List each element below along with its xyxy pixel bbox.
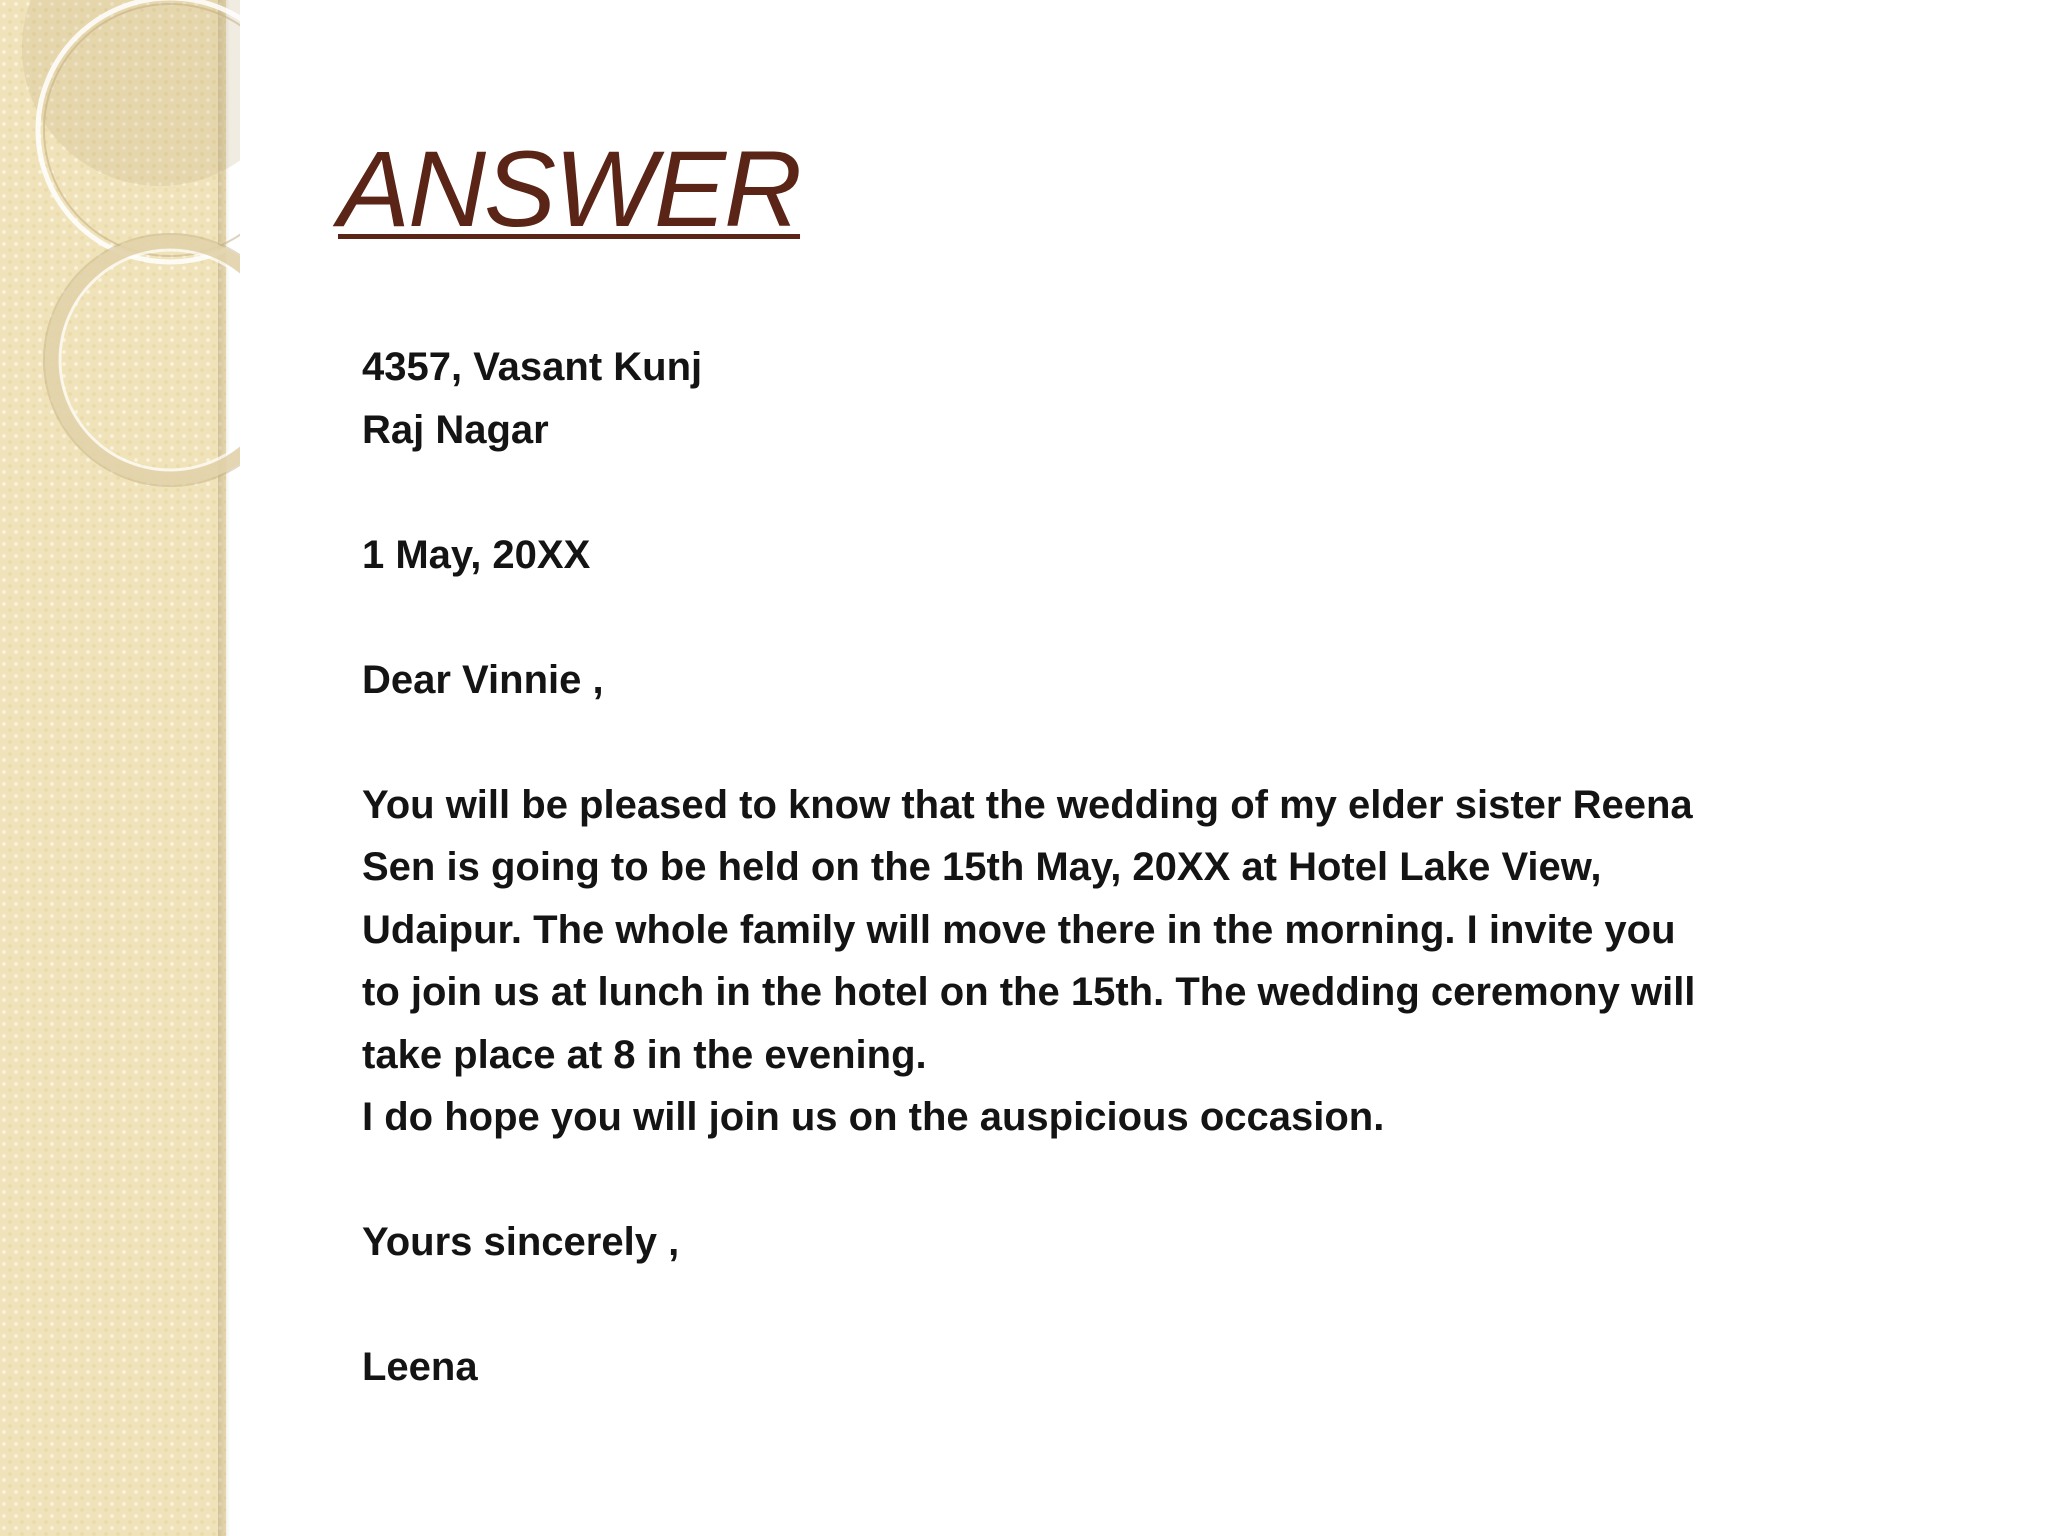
body-line: take place at 8 in the evening. [362, 1032, 927, 1077]
salutation: Dear Vinnie , [362, 657, 604, 702]
body-line: You will be pleased to know that the wedding of my elder sister Reena [362, 782, 1693, 827]
spacer [362, 1149, 1862, 1212]
body-line: Sen is going to be held on the 15th May, 20XX at Hotel Lake View, [362, 845, 1602, 889]
signature: Leena [362, 1345, 478, 1389]
spacer [362, 711, 1862, 774]
body-line: to join us at lunch in the hotel on the 15th. The wedding ceremony will [362, 970, 1696, 1014]
spacer [362, 586, 1862, 649]
address-line: Raj Nagar [362, 407, 549, 452]
decorative-swirl-graphic [0, 0, 240, 520]
body-line: I do hope you will join us on the auspicious occasion. [362, 1095, 1385, 1139]
spacer [362, 1274, 1862, 1337]
spacer [362, 461, 1862, 524]
letter-body [362, 336, 1862, 1399]
slide-title: ANSWER [338, 128, 801, 249]
address-line: 4357, Vasant Kunj [362, 345, 703, 389]
body-line: Udaipur. The whole family will move there in the morning. I invite you [362, 907, 1676, 952]
letter-date: 1 May, 20XX [362, 532, 591, 577]
closing: Yours sincerely , [362, 1220, 680, 1264]
